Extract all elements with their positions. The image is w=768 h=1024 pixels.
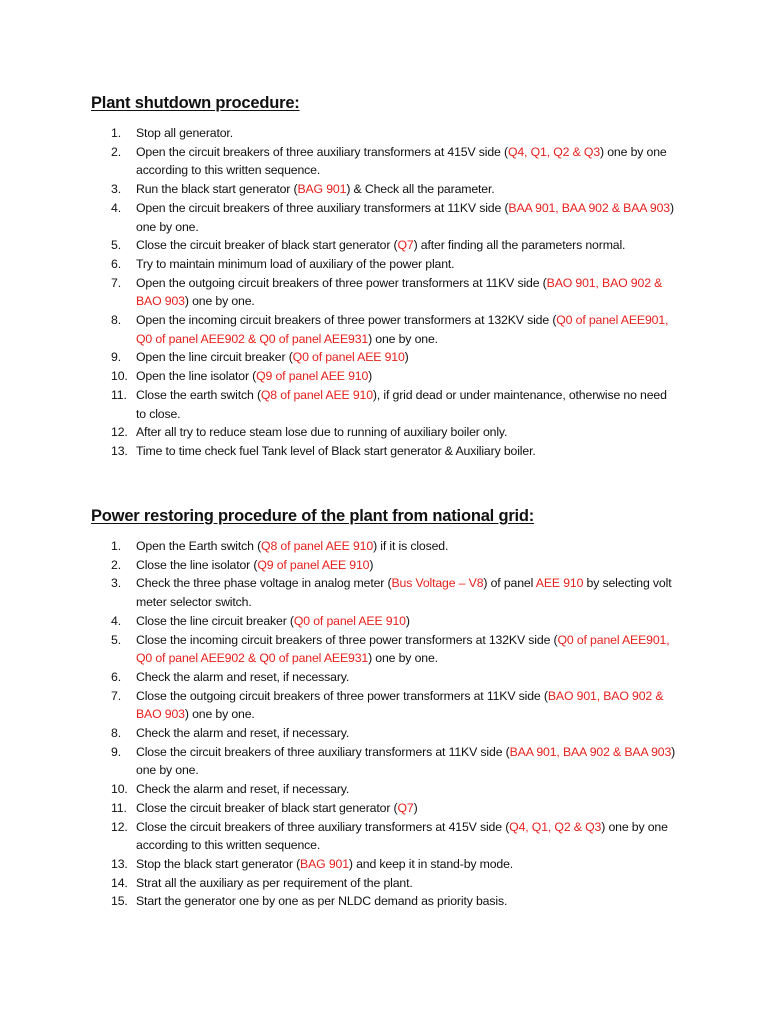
step-text-run: Close the line circuit breaker ( <box>136 613 294 628</box>
step-text-run: Close the incoming circuit breakers of three power transformers at 132KV side ( <box>136 632 558 647</box>
step-text <box>136 614 410 628</box>
equipment-reference: BAA 901, BAA 902 & BAA 903 <box>509 744 672 759</box>
procedure-step <box>0 855 676 874</box>
step-text-run: Stop the black start generator ( <box>136 856 301 871</box>
step-text-run: Open the Earth switch ( <box>136 539 262 553</box>
procedure-step <box>0 780 676 799</box>
procedure-step <box>0 631 676 668</box>
equipment-reference: Q4, Q1, Q2 & Q3 <box>509 819 602 834</box>
step-text-run: Check the alarm and reset, if necessary. <box>136 726 350 741</box>
step-number: 8. <box>111 313 121 328</box>
step-number: 5. <box>111 238 121 253</box>
step-number: 7. <box>111 275 121 290</box>
equipment-reference: BAO 901, BAO 902 & BAO 903 <box>136 275 663 309</box>
equipment-reference: BAA 901, BAA 902 & BAA 903 <box>508 200 670 215</box>
procedure-step <box>0 199 676 236</box>
procedure-step <box>0 274 676 311</box>
step-text-run: After all try to reduce steam lose due to running of auxiliary boiler only. <box>136 425 508 440</box>
step-text-run: Try to maintain minimum load of auxiliary of the power plant. <box>136 256 455 271</box>
step-text-run: Close the line isolator ( <box>136 557 258 572</box>
step-text <box>136 633 669 666</box>
step-text-run: Check the three phase voltage in analog meter ( <box>136 576 392 591</box>
step-text-run: by selecting volt meter selector switch. <box>136 576 672 610</box>
procedure-step <box>0 724 676 743</box>
procedure-step <box>0 423 676 442</box>
step-text-run: ) one by one according to this written sequence. <box>136 144 667 178</box>
step-text <box>136 894 507 908</box>
step-text-run: ) of panel <box>483 576 536 591</box>
equipment-reference: Q0 of panel AEE901, Q0 of panel AEE902 & Q0 of panel AEE931 <box>136 313 669 346</box>
step-text-run: ) <box>404 350 409 365</box>
procedure-step <box>0 612 676 631</box>
equipment-reference: BAG 901 <box>297 182 347 197</box>
procedure-step <box>0 556 676 575</box>
step-text-run: ) after finding all the parameters normal. <box>413 238 626 253</box>
equipment-reference: Q9 of panel AEE 910 <box>256 369 369 384</box>
step-number: 13. <box>111 443 128 458</box>
step-number: 8. <box>111 726 121 741</box>
procedure-step <box>0 236 676 255</box>
step-text <box>136 876 413 890</box>
step-text <box>136 388 667 421</box>
equipment-reference: Q4, Q1, Q2 & Q3 <box>507 144 601 159</box>
procedure-step <box>0 442 676 461</box>
step-text-run: Start the generator one by one as per NLDC demand as priority basis. <box>136 894 508 909</box>
step-text <box>136 539 448 553</box>
step-text <box>136 350 409 364</box>
procedure-step <box>0 386 676 423</box>
step-number: 4. <box>111 200 121 215</box>
step-number: 14. <box>111 875 128 890</box>
step-text-run: ) one by one according to this written sequence. <box>136 819 668 853</box>
procedure-step <box>0 743 676 780</box>
procedure-step <box>0 143 676 180</box>
step-text-run: ) if it is closed. <box>373 539 449 553</box>
step-number: 2. <box>111 144 121 159</box>
step-text-run: Run the black start generator ( <box>136 182 298 197</box>
procedure-step <box>0 367 676 386</box>
step-text-run: ) <box>368 369 373 384</box>
equipment-reference: Q7 <box>397 800 414 815</box>
step-number: 6. <box>111 669 121 684</box>
equipment-reference: Bus Voltage – V8 <box>391 576 484 591</box>
procedure-step <box>0 537 676 556</box>
step-text <box>136 745 675 778</box>
step-text-run: ) one by one. <box>184 707 255 722</box>
step-text-run: Time to time check fuel Tank level of Black start generator & Auxiliary boiler. <box>136 443 536 458</box>
step-text-run: Check the alarm and reset, if necessary. <box>136 669 350 684</box>
step-text <box>136 782 349 796</box>
step-text-run: ) one by one. <box>136 744 676 778</box>
step-text-run: Open the line isolator ( <box>136 369 257 384</box>
equipment-reference: Q9 of panel AEE 910 <box>257 557 370 572</box>
step-text-run: ) & Check all the parameter. <box>346 182 495 197</box>
step-number: 5. <box>111 632 121 647</box>
procedure-step <box>0 574 676 611</box>
step-text <box>136 801 418 815</box>
step-text <box>136 369 372 383</box>
step-text <box>136 726 349 740</box>
step-number: 10. <box>111 782 128 797</box>
step-text <box>136 689 663 722</box>
step-number: 3. <box>111 182 121 197</box>
equipment-reference: Q8 of panel AEE 910 <box>261 539 374 553</box>
step-text <box>136 820 668 853</box>
equipment-reference: AEE 910 <box>535 576 584 591</box>
step-text-run: Close the circuit breaker of black start generator ( <box>136 800 398 815</box>
procedure-step <box>0 180 676 199</box>
step-number: 13. <box>111 856 128 871</box>
step-text-run: Close the earth switch ( <box>136 387 261 402</box>
step-text-run: ) <box>369 557 374 572</box>
step-text <box>136 276 662 309</box>
step-text-run: Open the incoming circuit breakers of three power transformers at 132KV side ( <box>136 313 557 328</box>
equipment-reference: BAG 901 <box>300 856 349 871</box>
step-text-run: ) one by one. <box>368 331 438 346</box>
step-text <box>136 670 349 684</box>
step-text-run: Open the outgoing circuit breakers of three power transformers at 11KV side ( <box>136 275 547 290</box>
step-text <box>136 576 671 609</box>
step-text <box>136 182 495 196</box>
restoring-step-list <box>0 537 676 911</box>
step-text-run: ) and keep it in stand-by mode. <box>348 856 514 871</box>
step-number: 1. <box>111 539 121 553</box>
equipment-reference: BAO 901, BAO 902 & BAO 903 <box>136 688 664 722</box>
shutdown-heading: Plant shutdown procedure: <box>91 94 300 112</box>
step-text <box>136 126 233 140</box>
step-number: 11. <box>111 387 127 402</box>
step-number: 3. <box>111 576 121 591</box>
step-text <box>136 444 536 458</box>
step-text-run: Open the line circuit breaker ( <box>136 350 293 365</box>
step-text <box>136 558 373 572</box>
step-number: 4. <box>111 613 121 628</box>
procedure-step <box>0 818 676 855</box>
restoring-heading: Power restoring procedure of the plant from national grid: <box>91 507 535 525</box>
step-number: 2. <box>111 557 121 572</box>
step-text-run: Open the circuit breakers of three auxiliary transformers at 415V side ( <box>136 144 508 159</box>
step-text-run: Close the circuit breakers of three auxiliary transformers at 415V side ( <box>136 819 510 834</box>
step-text-run: Close the outgoing circuit breakers of three power transformers at 11KV side ( <box>136 688 548 703</box>
equipment-reference: Q0 of panel AEE 910 <box>292 350 405 365</box>
procedure-step <box>0 687 676 724</box>
step-text-run: ) one by one. <box>368 651 438 666</box>
step-text-run: ) one by one. <box>136 200 674 234</box>
procedure-step <box>0 892 676 911</box>
procedure-step <box>0 124 676 143</box>
step-text <box>136 257 454 271</box>
step-number: 12. <box>111 425 128 440</box>
step-number: 9. <box>111 350 121 365</box>
step-text-run: Check the alarm and reset, if necessary. <box>136 782 350 797</box>
step-number: 1. <box>111 126 121 140</box>
step-number: 10. <box>111 369 128 384</box>
step-number: 6. <box>111 256 121 271</box>
step-text-run: Close the circuit breaker of black start generator ( <box>136 238 398 253</box>
equipment-reference: Q0 of panel AEE 910 <box>293 613 406 628</box>
equipment-reference: Q8 of panel AEE 910 <box>260 387 373 402</box>
step-number: 9. <box>111 744 121 759</box>
step-text-run: Strat all the auxiliary as per requirement of the plant. <box>136 875 413 890</box>
step-text-run: Open the circuit breakers of three auxiliary transformers at 11KV side ( <box>136 200 509 215</box>
step-text-run: Stop all generator. <box>136 126 233 140</box>
step-text <box>136 857 513 871</box>
step-text <box>136 238 625 252</box>
step-text-run: ) <box>413 800 418 815</box>
step-number: 12. <box>111 819 128 834</box>
step-text <box>136 425 507 439</box>
step-text-run: ), if grid dead or under maintenance, otherwise no need to close. <box>136 387 667 421</box>
step-text <box>136 201 674 234</box>
step-text <box>136 145 667 178</box>
procedure-step <box>0 348 676 367</box>
step-text <box>136 313 668 346</box>
equipment-reference: Q0 of panel AEE901, Q0 of panel AEE902 & Q0 of panel AEE931 <box>136 632 670 666</box>
shutdown-step-list <box>0 124 676 461</box>
procedure-step <box>0 255 676 274</box>
step-number: 7. <box>111 688 121 703</box>
procedure-step <box>0 668 676 687</box>
procedure-step <box>0 874 676 893</box>
step-number: 15. <box>111 894 128 909</box>
procedure-step <box>0 311 676 348</box>
procedure-step <box>0 799 676 818</box>
step-text-run: Close the circuit breakers of three auxiliary transformers at 11KV side ( <box>136 744 510 759</box>
step-number: 11. <box>111 800 127 815</box>
step-text-run: ) <box>405 613 410 628</box>
step-text-run: ) one by one. <box>184 294 255 309</box>
equipment-reference: Q7 <box>397 238 414 253</box>
